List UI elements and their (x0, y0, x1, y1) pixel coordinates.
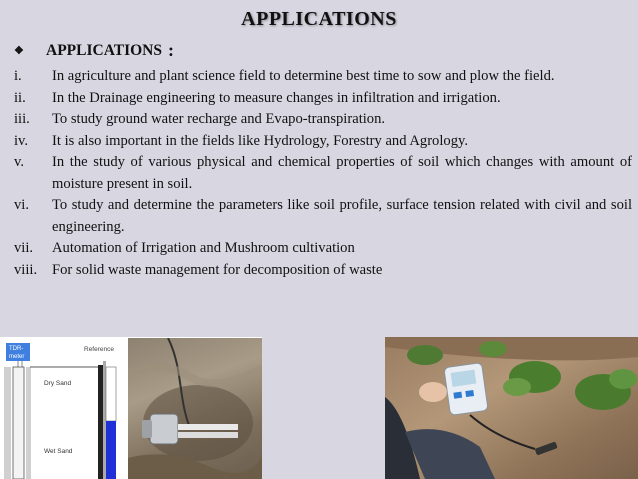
dry-column (106, 367, 116, 421)
meter-button (465, 390, 474, 397)
slide-title: APPLICATIONS (241, 8, 397, 30)
probe-connector (142, 420, 152, 438)
list-item (14, 109, 632, 131)
list-item (14, 238, 632, 260)
item-number: i. (14, 68, 22, 84)
reference-label: Reference (84, 346, 114, 353)
item-number: ii. (14, 89, 26, 106)
item-text: It is also important in the fields like Hydrology, Forestry and Agrology. (52, 132, 468, 149)
probe-photo-svg (128, 338, 262, 479)
applications-list (14, 66, 632, 281)
reference-rod (98, 365, 103, 479)
probe-prong (178, 432, 238, 438)
meter-cable (470, 415, 535, 449)
item-number: viii. (14, 261, 38, 278)
probe-rod (13, 367, 24, 479)
hand (419, 382, 447, 402)
probe-prong (178, 424, 238, 430)
plant (479, 341, 507, 357)
tdr-label-line2: meter (9, 354, 25, 360)
list-item (14, 152, 632, 195)
heading-label: APPLICATIONS (46, 41, 162, 59)
list-item (14, 195, 632, 238)
meter-button (453, 392, 462, 399)
person-arm (405, 429, 495, 479)
handheld-meter (444, 363, 488, 416)
heading-colon: : (167, 40, 174, 60)
item-text: In the Drainage engineering to measure changes in infiltration and irrigation. (52, 89, 501, 106)
item-text: Automation of Irrigation and Mushroom cultivation (52, 240, 355, 256)
list-item (14, 88, 632, 110)
field-meter-photo (385, 337, 638, 479)
plant (503, 378, 531, 396)
item-text: In the study of various physical and chemical properties of soil which changes with amount of moisture present in soil. (52, 154, 632, 192)
diamond-bullet-icon: ❖ (14, 45, 24, 57)
meter-probe (535, 441, 558, 455)
item-number: vii. (14, 240, 34, 256)
plant (609, 369, 637, 389)
item-number: iii. (14, 111, 30, 127)
probe-photo (128, 338, 262, 479)
item-number: v. (14, 154, 24, 170)
field-meter-photo-svg (385, 337, 638, 479)
dry-sand-label: Dry Sand (44, 380, 72, 387)
item-text: In agriculture and plant science field to determine best time to sow and plow the field. (52, 68, 555, 84)
item-text: To study and determine the parameters like soil profile, surface tension related with civil and soil engineering. (52, 197, 632, 235)
reference-tube (103, 361, 106, 479)
wet-sand-label: Wet Sand (44, 448, 73, 455)
tdr-label-line1: TDR- (9, 346, 24, 352)
soil-ridge (128, 366, 262, 383)
tube-left (4, 367, 11, 479)
item-number: vi. (14, 197, 29, 213)
tube-right (26, 367, 31, 479)
list-item (14, 131, 632, 153)
applications-heading (14, 40, 174, 61)
plant (407, 345, 443, 365)
wet-column (106, 421, 116, 479)
item-text: For solid waste management for decomposition of waste (52, 261, 383, 278)
item-text: To study ground water recharge and Evapo-transpiration. (52, 111, 386, 127)
list-item (14, 260, 632, 282)
list-item (14, 66, 632, 88)
probe-body (150, 414, 178, 444)
item-number: iv. (14, 132, 29, 149)
